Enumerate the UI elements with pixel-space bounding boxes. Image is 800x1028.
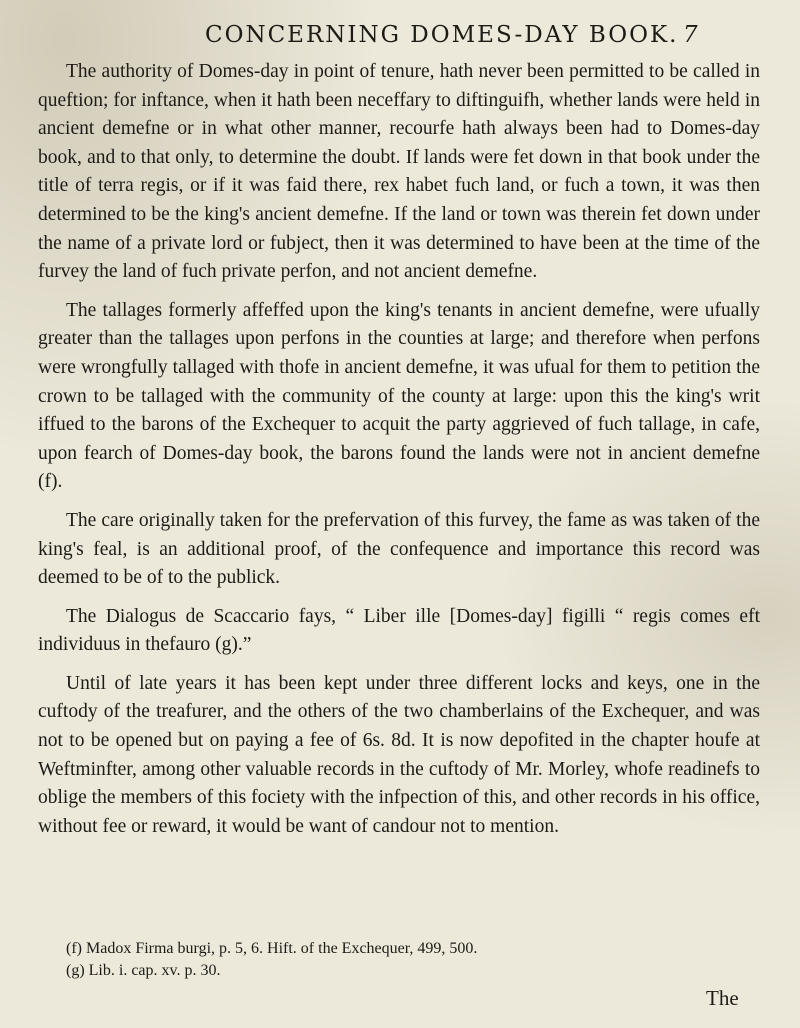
catchword: The: [706, 986, 739, 1010]
paragraph-preservation: The care originally taken for the prefervation of this furvey, the fame as was taken of the king's feal, is an additional proof, of the confequence and importance this record was deemed to be of to the publick.: [38, 509, 760, 589]
footnote-g: (g) Lib. i. cap. xv. p. 30.: [66, 962, 221, 979]
page-number: 7: [683, 22, 700, 48]
running-header: [205, 22, 705, 48]
paragraph-tenure: The authority of Domes-day in point of tenure, hath never been permitted to be called in queftion; for inftance, when it hath been neceffary to diftinguifh, whether lands were held in ancient demefne or in what other manner, recourfe hath always been had to Domes-day book, and to that only, to determine the doubt. If lands were fet down in that book under the title of terra regis, or if it was faid there, rex habet fuch land, or fuch a town, it was then determined to be the king's ancient demefne. If the land or town was therein fet down under the name of a private lord or fubject, then it was determined to have been at the time of the furvey the land of fuch private perfon, and not ancient demefne.: [38, 61, 760, 283]
paragraph-locks: Until of late years it has been kept under three different locks and keys, one in the cuftody of the treafurer, and the others of the two chamberlains of the Exchequer, and was not to be opened but on paying a fee of 6s. 8d. It is now depofited in the chapter houfe at Weftminfter, among other valuable records in the cuftody of Mr. Morley, whofe readinefs to oblige the members of this fociety with the infpection of this, and other records in his office, without fee or reward, it would be want of candour not to mention.: [38, 672, 760, 837]
running-title: CONCERNING DOMES-DAY BOOK.: [205, 22, 679, 48]
paragraph-tallages: The tallages formerly affeffed upon the king's tenants in ancient demefne, were ufually greater than the tallages upon perfons in the counties at large; and therefore when perfons were wrongfully tallaged with thofe in ancient demefne, it was ufual for them to petition the crown to be tallaged with the community of the county at large: upon this the king's writ iffued to the barons of the Exchequer to acquit the party aggrieved of fuch tallage, in cafe, upon fearch of Domes-day book, the barons found the lands were not in ancient demefne (f).: [38, 299, 760, 493]
body-text: [38, 58, 760, 851]
paragraph-dialogus: The Dialogus de Scaccario fays, “ Liber ille [Domes-day] figilli “ regis comes eft individuus in thefauro (g).”: [38, 605, 760, 656]
footnote-f: (f) Madox Firma burgi, p. 5, 6. Hift. of the Exchequer, 499, 500.: [66, 940, 478, 957]
footnotes: [66, 938, 746, 982]
